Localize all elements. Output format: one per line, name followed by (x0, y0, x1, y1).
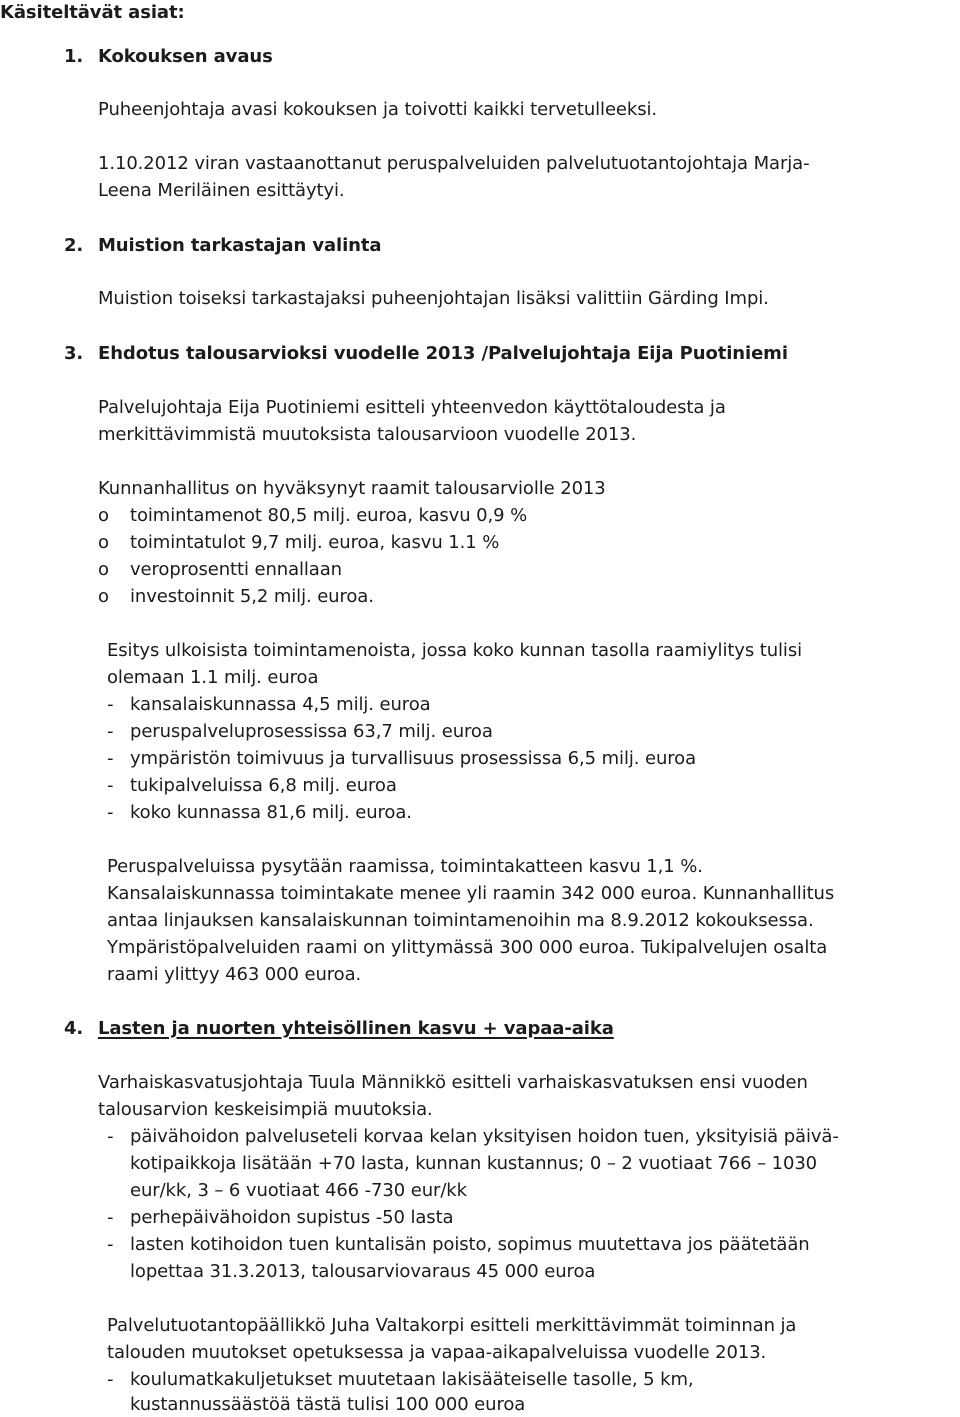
summary-line: Peruspalveluissa pysytään raamissa, toimintakatteen kasvu 1,1 %. (107, 856, 703, 877)
proposal-item: tukipalveluissa 6,8 milj. euroa (130, 775, 397, 796)
section-2-number: 2. (64, 235, 84, 256)
frame-item-bullet: o (98, 559, 109, 580)
daycare-item-dash: - (107, 1126, 114, 1147)
page-heading: Käsiteltävät asiat: (0, 2, 185, 23)
summary-line: raami ylittyy 463 000 euroa. (107, 964, 362, 985)
section-1-paragraph-line: 1.10.2012 viran vastaanottanut peruspalveluiden palvelutuotantojohtaja Marja- (98, 153, 810, 174)
proposal-line: Esitys ulkoisista toimintamenoista, jossa koko kunnan tasolla raamiylitys tulisi (107, 640, 803, 661)
daycare-item-line: kotipaikkoja lisätään +70 lasta, kunnan kustannus; 0 – 2 vuotiaat 766 – 1030 (130, 1153, 818, 1174)
summary-line: Ympäristöpalveluiden raami on ylittymässä 300 000 euroa. Tukipalvelujen osalta (107, 937, 828, 958)
education-item-line: kustannussäästöä tästä tulisi 100 000 euroa (130, 1394, 526, 1415)
section-2-title: Muistion tarkastajan valinta (98, 235, 382, 256)
section-3-intro-line: Palvelujohtaja Eija Puotiniemi esitteli yhteenvedon käyttötaloudesta ja (98, 397, 726, 418)
daycare-item-dash: - (107, 1234, 114, 1255)
section-4-paragraph-line: talouden muutokset opetuksessa ja vapaa-aikapalveluissa vuodelle 2013. (107, 1342, 767, 1363)
section-4-intro-line: Varhaiskasvatusjohtaja Tuula Männikkö esitteli varhaiskasvatuksen ensi vuoden (98, 1072, 808, 1093)
section-1-paragraph-line: Leena Meriläinen esittäytyi. (98, 180, 345, 201)
frame-item: toimintatulot 9,7 milj. euroa, kasvu 1.1 % (130, 532, 500, 553)
summary-line: Kansalaiskunnassa toimintakate menee yli raamin 342 000 euroa. Kunnanhallitus (107, 883, 835, 904)
section-4-title: Lasten ja nuorten yhteisöllinen kasvu + vapaa-aika (98, 1018, 614, 1039)
daycare-item-line: perhepäivähoidon supistus -50 lasta (130, 1207, 454, 1228)
frame-item-bullet: o (98, 586, 109, 607)
section-3-intro-line: merkittävimmistä muutoksista talousarvioon vuodelle 2013. (98, 424, 637, 445)
section-1-title: Kokouksen avaus (98, 46, 273, 67)
education-item-dash: - (107, 1369, 114, 1390)
proposal-item: peruspalveluprosessissa 63,7 milj. euroa (130, 721, 493, 742)
proposal-line: olemaan 1.1 milj. euroa (107, 667, 319, 688)
proposal-item-dash: - (107, 802, 114, 823)
proposal-item-dash: - (107, 775, 114, 796)
proposal-item-dash: - (107, 694, 114, 715)
frame-item: investoinnit 5,2 milj. euroa. (130, 586, 374, 607)
section-1-paragraph: Puheenjohtaja avasi kokouksen ja toivotti kaikki tervetulleeksi. (98, 99, 658, 120)
section-3-number: 3. (64, 343, 84, 364)
section-4-number: 4. (64, 1018, 84, 1039)
section-1-number: 1. (64, 46, 84, 67)
frame-item-bullet: o (98, 532, 109, 553)
daycare-item-line: eur/kk, 3 – 6 vuotiaat 466 -730 eur/kk (130, 1180, 467, 1201)
summary-line: antaa linjauksen kansalaiskunnan toimintamenoihin ma 8.9.2012 kokouksessa. (107, 910, 814, 931)
section-4-paragraph-line: Palvelutuotantopäällikkö Juha Valtakorpi esitteli merkittävimmät toiminnan ja (107, 1315, 797, 1336)
frame-item-bullet: o (98, 505, 109, 526)
frame-item: toimintamenot 80,5 milj. euroa, kasvu 0,9 % (130, 505, 528, 526)
education-item-line: koulumatkakuljetukset muutetaan lakisääteiselle tasolle, 5 km, (130, 1369, 694, 1390)
section-4-intro-line: talousarvion keskeisimpiä muutoksia. (98, 1099, 433, 1120)
proposal-item: kansalaiskunnassa 4,5 milj. euroa (130, 694, 431, 715)
proposal-item-dash: - (107, 748, 114, 769)
proposal-item: koko kunnassa 81,6 milj. euroa. (130, 802, 412, 823)
daycare-item-line: lasten kotihoidon tuen kuntalisän poisto, sopimus muutettava jos päätetään (130, 1234, 810, 1255)
daycare-item-line: päivähoidon palveluseteli korvaa kelan yksityisen hoidon tuen, yksityisiä päivä- (130, 1126, 839, 1147)
section-3-frame-text: Kunnanhallitus on hyväksynyt raamit talousarviolle 2013 (98, 478, 606, 499)
daycare-item-line: lopettaa 31.3.2013, talousarviovaraus 45 000 euroa (130, 1261, 596, 1282)
proposal-item: ympäristön toimivuus ja turvallisuus prosessissa 6,5 milj. euroa (130, 748, 697, 769)
frame-item: veroprosentti ennallaan (130, 559, 342, 580)
section-2-paragraph: Muistion toiseksi tarkastajaksi puheenjohtajan lisäksi valittiin Gärding Impi. (98, 288, 769, 309)
daycare-item-dash: - (107, 1207, 114, 1228)
proposal-item-dash: - (107, 721, 114, 742)
section-3-title: Ehdotus talousarvioksi vuodelle 2013 /Palvelujohtaja Eija Puotiniemi (98, 343, 788, 364)
